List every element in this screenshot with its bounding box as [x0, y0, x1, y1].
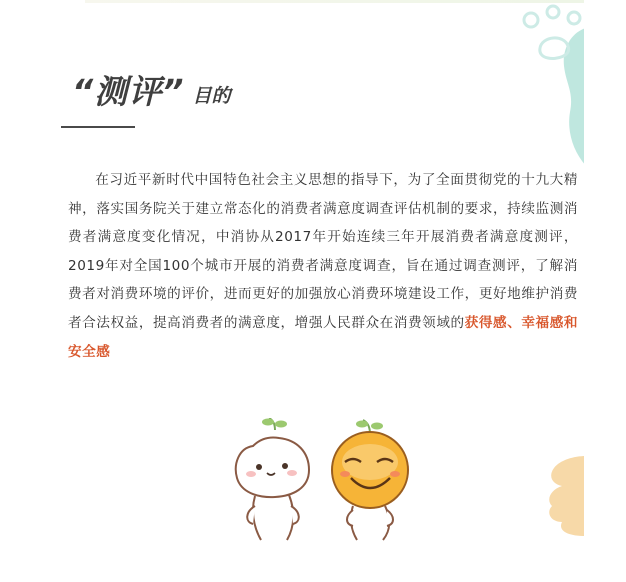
- paw-print-icon: [512, 0, 586, 180]
- cartoon-hand-icon: [538, 450, 586, 540]
- highlight-text: 获得感、幸福感和安全感: [68, 314, 578, 360]
- heading-underline: [61, 126, 135, 128]
- page-edge: [584, 0, 626, 582]
- section-heading: [72, 62, 231, 112]
- heading-title: “测评”: [72, 72, 185, 111]
- body-paragraph: [68, 166, 578, 366]
- paragraph-text: 在习近平新时代中国特色社会主义思想的指导下，为了全面贯彻党的十九大精神，落实国务院关于建立常态化的消费者满意度调查评估机制的要求，持续监测消费者满意度变化情况，中消协从2017年开始连续三年开展消费者满意度测评，2019年对全国100个城市开展的消费者满意度调查，旨在通过调查测评，了解消费者对消费环境的评价，进而更好的加强放心消费环境建设工作，更好地维护消费者合法权益，提高消费者的满意度，增强人民群众在消费领域的: [68, 172, 578, 331]
- top-divider: [85, 0, 585, 3]
- heading-subtitle: 目的: [192, 85, 231, 107]
- sprout-mascots-icon: [225, 418, 425, 543]
- orange-mascot-icon: [332, 420, 408, 540]
- white-mascot-icon: [236, 418, 309, 540]
